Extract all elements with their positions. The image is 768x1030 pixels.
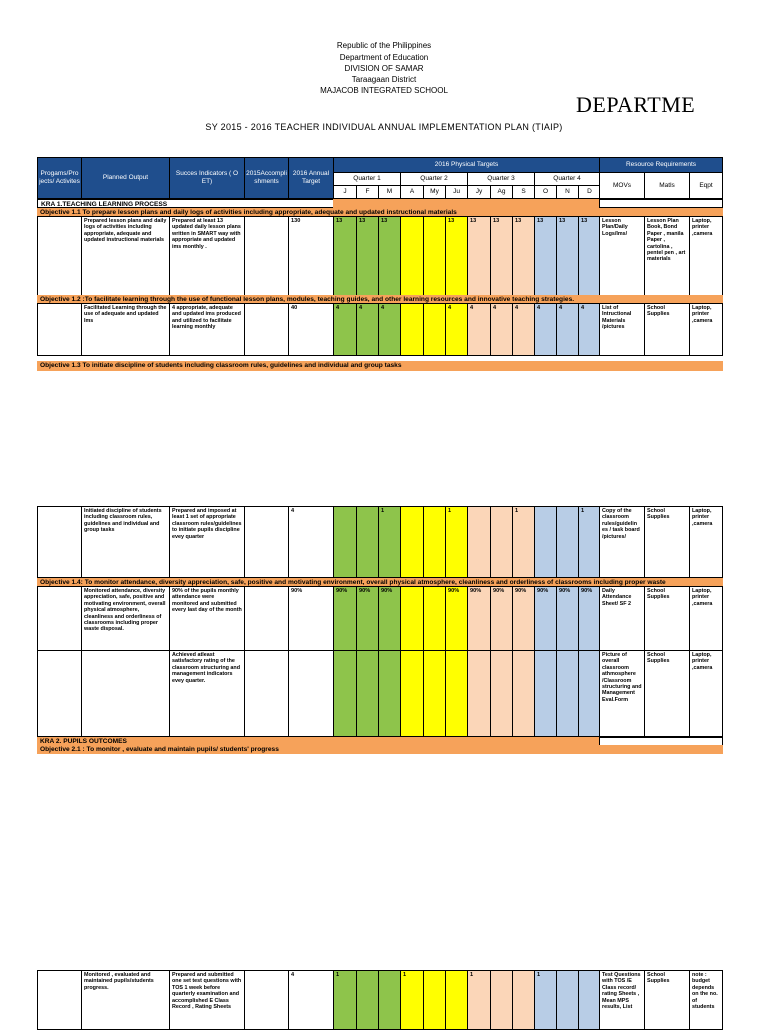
month-target-cell bbox=[423, 216, 446, 296]
mov-cell: Daily Attendance Sheet/ SF 2 bbox=[599, 586, 645, 651]
month-target-cell: 4 bbox=[556, 303, 579, 356]
month-target-cell bbox=[423, 506, 446, 578]
month-target-cell: 4 bbox=[578, 303, 601, 356]
col-success-indicators: Succes Indicators ( O ET) bbox=[169, 157, 245, 199]
month-target-cell bbox=[578, 650, 601, 737]
success-indicator-cell: Prepared and imposed at least 1 set of appropriate classroom rules/guidelines to initiate pupils discipline evey quarter bbox=[169, 506, 245, 578]
month-target-cell bbox=[423, 303, 446, 356]
equipment-cell: Laptop, printer ,camera bbox=[689, 586, 723, 651]
month-target-cell: 13 bbox=[356, 216, 379, 296]
col-accomplishments: 2015Accompli shments bbox=[244, 157, 289, 199]
planned-output-cell: Initiated discipline of students including classroom rules, guidelines and individual and group tasks bbox=[81, 506, 170, 578]
planned-output-cell bbox=[81, 650, 170, 737]
kra1-band-fill bbox=[333, 199, 600, 208]
month-header-cell: My bbox=[423, 185, 446, 199]
month-target-cell bbox=[423, 586, 446, 651]
month-target-cell: 13 bbox=[467, 216, 491, 296]
month-header-cell: N bbox=[556, 185, 579, 199]
objective-1-1: Objective 1.1 To prepare lesson plans and daily logs of activities including appropriate, adequate and updated instructional materials bbox=[37, 208, 723, 217]
month-header-cell: S bbox=[512, 185, 535, 199]
col-resource-req: Resource Requirements bbox=[599, 157, 723, 173]
month-target-cell bbox=[490, 506, 513, 578]
month-target-cell bbox=[467, 506, 491, 578]
equipment-cell: Laptop, printer ,camera bbox=[689, 303, 723, 356]
mov-cell: List of Intructional Materials /pictures bbox=[599, 303, 645, 356]
month-target-cell: 1 bbox=[445, 506, 468, 578]
month-target-cell: 13 bbox=[578, 216, 601, 296]
objective-1-3: Objective 1.3 To initiate discipline of students including classroom rules, guidelines and individual and group tasks bbox=[37, 361, 723, 371]
materials-cell: School Supplies bbox=[644, 970, 690, 1030]
month-target-cell: 4 bbox=[534, 303, 557, 356]
col-movs: MOVs bbox=[599, 172, 645, 199]
equipment-cell: Laptop, printer ,camera bbox=[689, 216, 723, 296]
month-target-cell: 13 bbox=[534, 216, 557, 296]
month-target-cell: 13 bbox=[333, 216, 357, 296]
programs-cell bbox=[37, 216, 82, 296]
month-target-cell bbox=[490, 970, 513, 1030]
accomplishment-cell bbox=[244, 506, 289, 578]
equipment-cell: Laptop, printer ,camera bbox=[689, 506, 723, 578]
quarter-1-label: Quarter 1 bbox=[333, 172, 401, 186]
month-target-cell: 1 bbox=[333, 970, 357, 1030]
month-target-cell: 1 bbox=[400, 970, 424, 1030]
accomplishment-cell bbox=[244, 303, 289, 356]
header-republic: Republic of the Philippines bbox=[336, 41, 432, 50]
planned-output-cell: Monitored attendance, diversity appreciation, safe, positive and motivating environment, overall physical atmosphere, cleanliness and orderliness of classrooms including proper waste disposal. bbox=[81, 586, 170, 651]
month-target-cell: 90% bbox=[512, 586, 535, 651]
mov-cell: Copy of the classroom rules/guidelin es / task board /pictures/ bbox=[599, 506, 645, 578]
month-target-cell bbox=[378, 650, 401, 737]
materials-cell: School Supplies bbox=[644, 303, 690, 356]
month-header-cell: A bbox=[400, 185, 424, 199]
annual-target-cell bbox=[288, 650, 334, 737]
quarter-4-label: Quarter 4 bbox=[534, 172, 600, 186]
col-physical-targets: 2016 Physical Targets bbox=[333, 157, 600, 173]
month-target-cell: 1 bbox=[578, 506, 601, 578]
col-eqpt: Eqpt bbox=[689, 172, 723, 199]
col-annual-target: 2016 Annual Target bbox=[288, 157, 334, 199]
annual-target-cell: 130 bbox=[288, 216, 334, 296]
month-target-cell bbox=[556, 650, 579, 737]
month-target-cell: 13 bbox=[556, 216, 579, 296]
month-target-cell bbox=[556, 970, 579, 1030]
month-target-cell bbox=[333, 506, 357, 578]
programs-cell bbox=[37, 303, 82, 356]
success-indicator-cell: Achieved atleast satisfactory rating of the classroom structuring and management indicators evey quarter. bbox=[169, 650, 245, 737]
annual-target-cell: 40 bbox=[288, 303, 334, 356]
month-target-cell: 4 bbox=[356, 303, 379, 356]
header-division: DIVISION OF SAMAR bbox=[344, 64, 424, 73]
month-target-cell: 90% bbox=[490, 586, 513, 651]
success-indicator-cell: Prepared at least 13 updated daily lesson plans written in SMART way with appropriate and updated ims monthly . bbox=[169, 216, 245, 296]
month-target-cell bbox=[423, 970, 446, 1030]
month-target-cell: 1 bbox=[467, 970, 491, 1030]
month-target-cell: 13 bbox=[490, 216, 513, 296]
success-indicator-cell: 4 appropriate, adequate and updated ims produced and utilized to facilitate learning monthly bbox=[169, 303, 245, 356]
month-target-cell bbox=[512, 970, 535, 1030]
objective-1-4: Objective 1.4: To monitor attendance, diversity appreciation, safe, positive and motivating environment, overall physical atmosphere, cleanliness and orderliness of classrooms including proper waste bbox=[37, 578, 723, 587]
month-target-cell: 4 bbox=[512, 303, 535, 356]
month-target-cell: 1 bbox=[378, 506, 401, 578]
annual-target-cell: 4 bbox=[288, 506, 334, 578]
materials-cell: School Supplies bbox=[644, 506, 690, 578]
month-target-cell bbox=[534, 650, 557, 737]
month-target-cell bbox=[578, 970, 601, 1030]
month-target-cell: 90% bbox=[378, 586, 401, 651]
month-header-cell: Ju bbox=[445, 185, 468, 199]
month-target-cell: 13 bbox=[378, 216, 401, 296]
kra1-label: KRA 1.TEACHING LEARNING PROCESS bbox=[37, 199, 334, 208]
header-district: Taraagaan District bbox=[351, 75, 417, 84]
col-planned-output: Planned Output bbox=[81, 157, 170, 199]
kra2-label: KRA 2. PUPILS OUTCOMES bbox=[37, 737, 334, 746]
month-target-cell: 90% bbox=[578, 586, 601, 651]
accomplishment-cell bbox=[244, 970, 289, 1030]
month-header-cell: Jy bbox=[467, 185, 491, 199]
equipment-cell: note : budget depends on the no. of students bbox=[689, 970, 723, 1030]
month-header-cell: J bbox=[333, 185, 357, 199]
materials-cell: School Supplies bbox=[644, 650, 690, 737]
annual-target-cell: 90% bbox=[288, 586, 334, 651]
objective-2-1: Objective 2.1 : To monitor , evaluate and maintain pupils/ students' progress bbox=[37, 745, 723, 754]
month-target-cell bbox=[445, 650, 468, 737]
month-target-cell bbox=[423, 650, 446, 737]
planned-output-cell: Prepared lesson plans and daily logs of activities including appropriate, adequate and updated instructional materials bbox=[81, 216, 170, 296]
month-target-cell: 90% bbox=[556, 586, 579, 651]
month-target-cell: 4 bbox=[333, 303, 357, 356]
month-header-cell: Ag bbox=[490, 185, 513, 199]
planned-output-cell: Monitored , evaluated and maintained pupils/students progress. bbox=[81, 970, 170, 1030]
month-target-cell bbox=[512, 650, 535, 737]
accomplishment-cell bbox=[244, 586, 289, 651]
header-school: MAJACOB INTEGRATED SCHOOL bbox=[320, 86, 448, 95]
objective-1-2: Objective 1.2 :To facilitate learning through the use of functional lesson plans, modules, teaching guides, and other learning resources and innovative teaching strategies. bbox=[37, 295, 723, 304]
materials-cell: School Supplies bbox=[644, 586, 690, 651]
month-target-cell: 4 bbox=[490, 303, 513, 356]
quarter-2-label: Quarter 2 bbox=[400, 172, 468, 186]
month-target-cell bbox=[400, 586, 424, 651]
annual-target-cell: 4 bbox=[288, 970, 334, 1030]
materials-cell: Lesson Plan Book, Bond Paper , manila Paper , cartolina , pentel pen , art materials bbox=[644, 216, 690, 296]
kra1-band-resource bbox=[599, 199, 723, 208]
month-target-cell bbox=[556, 506, 579, 578]
month-target-cell: 90% bbox=[333, 586, 357, 651]
month-target-cell bbox=[445, 970, 468, 1030]
month-header-cell: D bbox=[578, 185, 601, 199]
planned-output-cell: Facilitated Learning through the use of adequate and updated Ims bbox=[81, 303, 170, 356]
mov-cell: Test Questions with TOS /E Class record/ rating Sheets , Mean MPS results, List bbox=[599, 970, 645, 1030]
header-department: Department of Education bbox=[339, 53, 429, 62]
equipment-cell: Laptop, printer ,camera bbox=[689, 650, 723, 737]
programs-cell bbox=[37, 586, 82, 651]
month-header-cell: F bbox=[356, 185, 379, 199]
accomplishment-cell bbox=[244, 650, 289, 737]
month-target-cell: 90% bbox=[445, 586, 468, 651]
month-target-cell: 4 bbox=[378, 303, 401, 356]
month-target-cell: 4 bbox=[467, 303, 491, 356]
programs-cell bbox=[37, 970, 82, 1030]
month-target-cell bbox=[400, 506, 424, 578]
month-target-cell: 13 bbox=[445, 216, 468, 296]
month-target-cell bbox=[356, 506, 379, 578]
month-target-cell: 90% bbox=[467, 586, 491, 651]
month-target-cell bbox=[333, 650, 357, 737]
month-target-cell: 1 bbox=[512, 506, 535, 578]
month-header-cell: O bbox=[534, 185, 557, 199]
month-target-cell: 13 bbox=[512, 216, 535, 296]
mov-cell: Lesson Plan/Daily Logs/Ims/ bbox=[599, 216, 645, 296]
success-indicator-cell: 90% of the pupils monthly attendance were monitored and submitted every last day of the month bbox=[169, 586, 245, 651]
month-target-cell bbox=[400, 303, 424, 356]
deped-logo-text: DEPARTME bbox=[576, 92, 696, 117]
month-target-cell bbox=[356, 970, 379, 1030]
month-target-cell: 90% bbox=[534, 586, 557, 651]
month-target-cell bbox=[378, 970, 401, 1030]
month-target-cell bbox=[534, 506, 557, 578]
month-target-cell: 1 bbox=[534, 970, 557, 1030]
month-header-cell: M bbox=[378, 185, 401, 199]
col-matls: Matls bbox=[644, 172, 690, 199]
col-programs: Progams/Pro jects/ Activites bbox=[37, 157, 82, 199]
month-target-cell bbox=[356, 650, 379, 737]
mov-cell: Picture of overall classroom athmosphere /Classroom structuring and Management Eval.Form bbox=[599, 650, 645, 737]
programs-cell bbox=[37, 650, 82, 737]
month-target-cell: 4 bbox=[445, 303, 468, 356]
quarter-3-label: Quarter 3 bbox=[467, 172, 535, 186]
month-target-cell bbox=[400, 216, 424, 296]
programs-cell bbox=[37, 506, 82, 578]
plan-title: SY 2015 - 2016 TEACHER INDIVIDUAL ANNUAL IMPLEMENTATION PLAN (TIAIP) bbox=[205, 122, 563, 132]
success-indicator-cell: Prepared and submitted one set test questions with TOS 1 week before quarterly examination and accomplished E Class Record , Rating Sheets bbox=[169, 970, 245, 1030]
month-target-cell bbox=[467, 650, 491, 737]
month-target-cell: 90% bbox=[356, 586, 379, 651]
month-target-cell bbox=[490, 650, 513, 737]
accomplishment-cell bbox=[244, 216, 289, 296]
month-target-cell bbox=[400, 650, 424, 737]
